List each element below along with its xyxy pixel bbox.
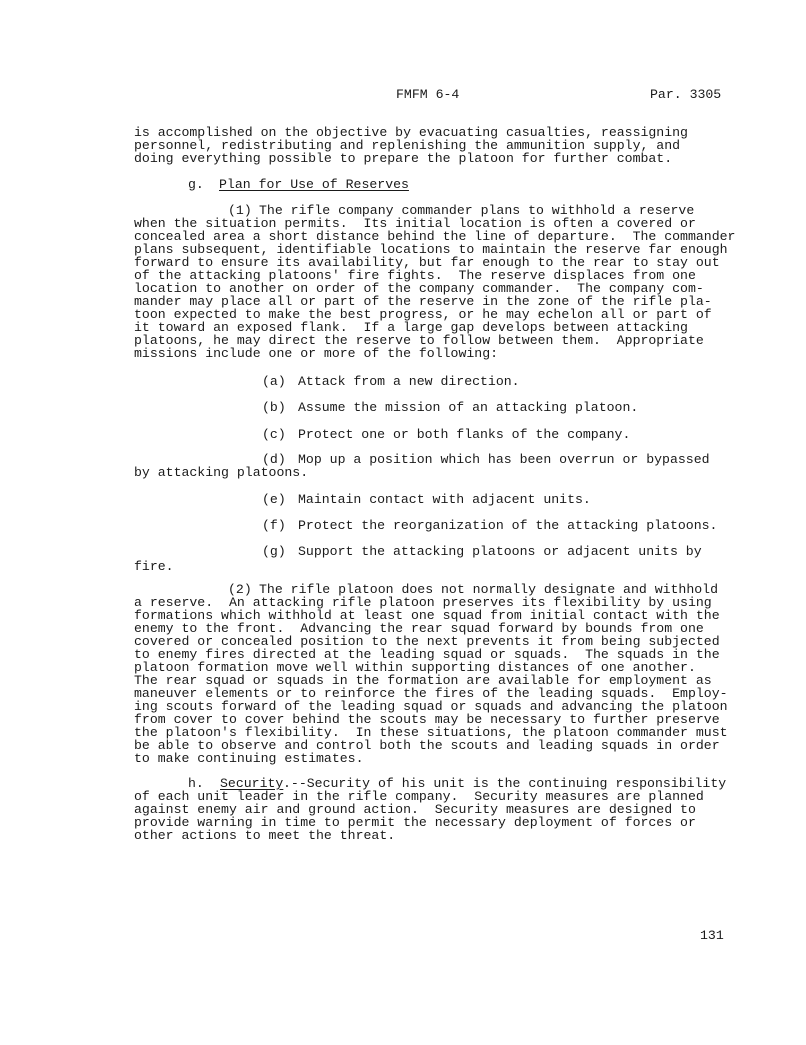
text-line: doing everything possible to prepare the platoon for further combat. xyxy=(134,151,673,166)
para2-number: (2) xyxy=(228,582,252,597)
text-line: concealed area a short distance behind the line of departure. The commander xyxy=(134,229,736,244)
text-line: maneuver elements or to reinforce the fires of the leading squads. Employ- xyxy=(134,686,728,701)
list-item-text: Mop up a position which has been overrun or bypassed xyxy=(298,452,710,467)
text-line: of the attacking platoons' fire fights. The reserve displaces from one xyxy=(134,268,696,283)
para1-number: (1) xyxy=(228,203,252,218)
list-item-label: (d) xyxy=(262,452,286,467)
text-line: of each unit leader in the rifle company. Security measures are planned xyxy=(134,789,704,804)
list-item-continuation: by attacking platoons. xyxy=(134,465,309,480)
text-line: be able to observe and control both the scouts and leading squads in order xyxy=(134,738,720,753)
text-line: when the situation permits. Its initial location is often a covered or xyxy=(134,216,696,231)
section-g-letter: g. xyxy=(188,177,204,192)
page-number: 131 xyxy=(700,928,724,943)
text-line: it toward an exposed flank. If a large gap develops between attacking xyxy=(134,320,688,335)
text-line: to enemy fires directed at the leading squad or squads. The squads in the xyxy=(134,647,720,662)
text-line: is accomplished on the objective by evacuating casualties, reassigning xyxy=(134,125,688,140)
text-line: other actions to meet the threat. xyxy=(134,828,396,843)
text-line: personnel, redistributing and replenishing the ammunition supply, and xyxy=(134,138,681,153)
list-item-label: (e) xyxy=(262,492,286,507)
text-line: forward to ensure its availability, but far enough to the rear to stay out xyxy=(134,255,720,270)
text-line: ing scouts forward of the leading squad or squads and advancing the platoon xyxy=(134,699,728,714)
text-line: platoons, he may direct the reserve to follow between them. Appropriate xyxy=(134,333,704,348)
list-item-text: Protect the reorganization of the attacking platoons. xyxy=(298,518,718,533)
text-line: against enemy air and ground action. Security measures are designed to xyxy=(134,802,696,817)
text-line: to make continuing estimates. xyxy=(134,751,364,766)
list-item-label: (b) xyxy=(262,400,286,415)
list-item-label: (a) xyxy=(262,374,286,389)
text-line: from cover to cover behind the scouts may be necessary to further preserve xyxy=(134,712,720,727)
text-line: missions include one or more of the following: xyxy=(134,346,499,361)
section-h-letter: h. xyxy=(188,776,204,791)
text-line: the platoon's flexibility. In these situations, the platoon commander must xyxy=(134,725,728,740)
text-line: enemy to the front. Advancing the rear squad forward by bounds from one xyxy=(134,621,704,636)
text-line: The rifle company commander plans to withhold a reserve xyxy=(259,203,695,218)
list-item-label: (f) xyxy=(262,518,286,533)
text-line: platoon formation move well within supporting distances of one another. xyxy=(134,660,696,675)
text-line: mander may place all or part of the reserve in the zone of the rifle pla- xyxy=(134,294,712,309)
section-h-title: Security xyxy=(220,776,284,791)
list-item-text: Attack from a new direction. xyxy=(298,374,520,389)
list-item-continuation: fire. xyxy=(134,559,174,574)
list-item-text: Protect one or both flanks of the company. xyxy=(298,427,631,442)
text-line: location to another on order of the company commander. The company com- xyxy=(134,281,704,296)
list-item-text: Assume the mission of an attacking platoon. xyxy=(298,400,639,415)
text-line: toon expected to make the best progress, or he may echelon all or part of xyxy=(134,307,712,322)
section-g-title: Plan for Use of Reserves xyxy=(219,177,409,192)
list-item-text: Support the attacking platoons or adjacent units by xyxy=(298,544,702,559)
text-line: a reserve. An attacking rifle platoon preserves its flexibility by using xyxy=(134,595,712,610)
paragraph-header: Par. 3305 xyxy=(650,87,722,102)
list-item-label: (g) xyxy=(262,544,286,559)
text-line: covered or concealed position to the next prevents it from being subjected xyxy=(134,634,720,649)
text-line: The rear squad or squads in the formation are available for employment as xyxy=(134,673,712,688)
text-line: The rifle platoon does not normally designate and withhold xyxy=(259,582,718,597)
text-line: plans subsequent, identifiable locations to maintain the reserve far enough xyxy=(134,242,728,257)
text-line: formations which withhold at least one squad from initial contact with the xyxy=(134,608,720,623)
text-line: provide warning in time to permit the necessary deployment of forces or xyxy=(134,815,696,830)
text-line: .--Security of his unit is the continuing responsibility xyxy=(283,776,727,791)
list-item-text: Maintain contact with adjacent units. xyxy=(298,492,591,507)
list-item-label: (c) xyxy=(262,427,286,442)
manual-header: FMFM 6-4 xyxy=(396,87,460,102)
